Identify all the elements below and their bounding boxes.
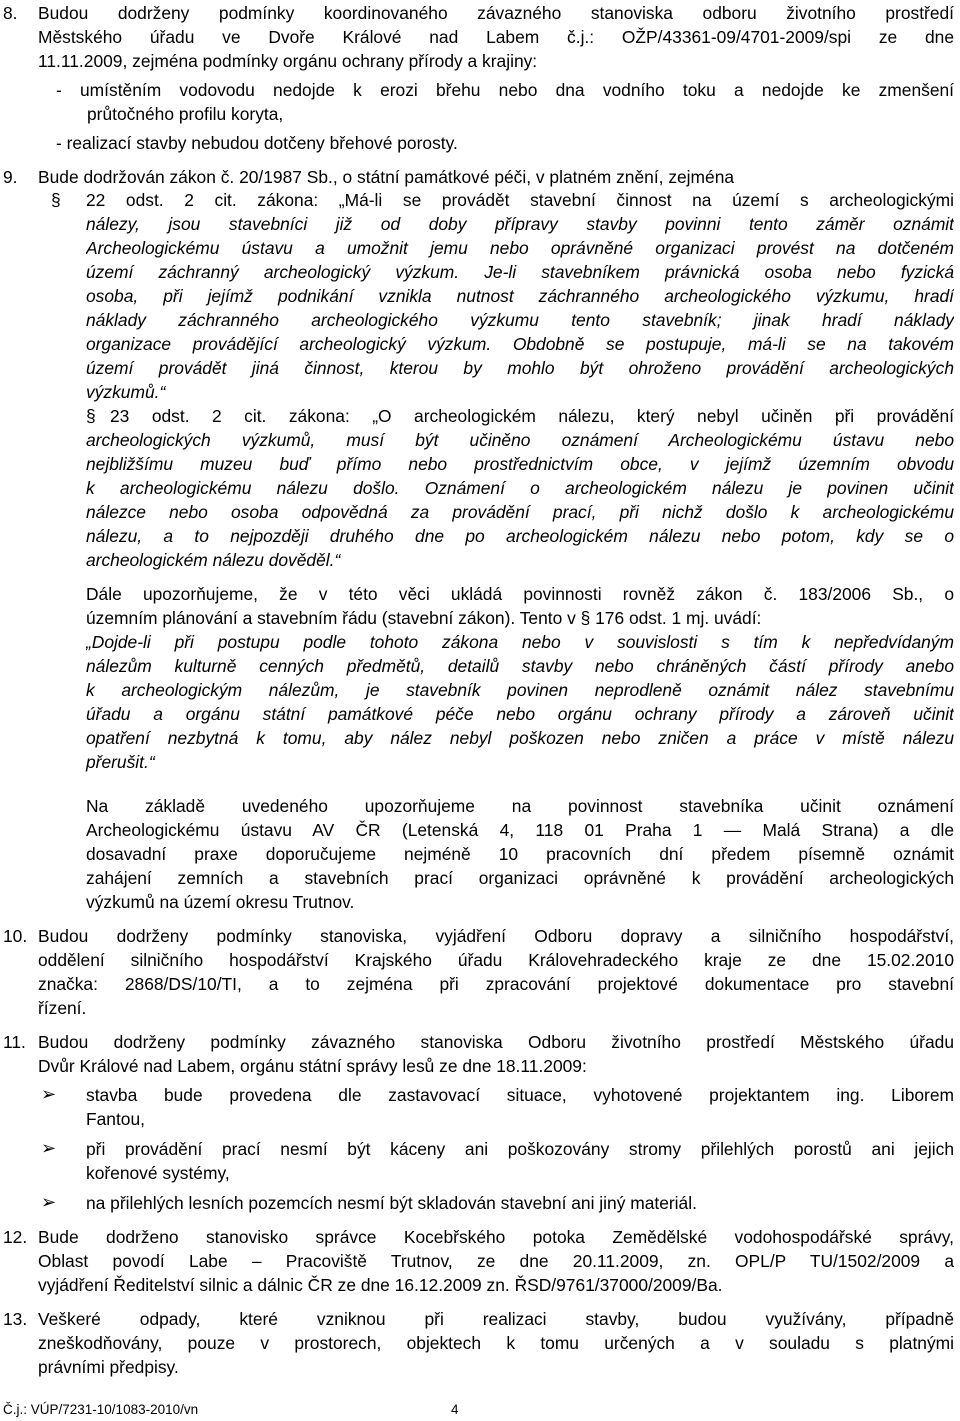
- item-8-line-1: Budou dodrženy podmínky koordinovaného závazného stanoviska odboru životního prostředí: [38, 3, 954, 23]
- item-number: 11.: [3, 1032, 26, 1052]
- bullet-item-line: Fantou,: [86, 1109, 145, 1129]
- quote-line: nálezy, jsou stavebníci již od doby přípravy stavby povinni tento záměr oznámit: [86, 214, 954, 234]
- paragraph-line: územním plánování a stavebním řádu (stavební zákon). Tento v § 176 odst. 1 mj. uvádí:: [86, 608, 762, 628]
- quote-line: přerušit.“: [86, 752, 155, 772]
- quote-line: nálezům kulturně cenných předmětů, detailů stavby nebo chráněných částí přírody anebo: [86, 656, 954, 676]
- item-12-line: Bude dodrženo stanovisko správce Kocebřského potoka Zemědělské vodohospodářské správy,: [38, 1227, 954, 1247]
- item-number: 10.: [3, 926, 28, 946]
- quote-line: opatření nezbytná k tomu, aby nález nebyl poškozen nebo zničen a práce v místě nálezu: [86, 728, 954, 748]
- item-number: 13.: [3, 1309, 28, 1329]
- item-11-line: Budou dodrženy podmínky závazného stanoviska Odboru životního prostředí Městského úřadu: [38, 1032, 954, 1052]
- item-12-line: vyjádření Ředitelství silnic a dálnic ČR ze dne 16.12.2009 zn. ŘSD/9761/37000/2009/Ba.: [38, 1275, 723, 1295]
- item-11-line: Dvůr Králové nad Labem, orgánu státní správy lesů ze dne 18.11.2009:: [38, 1056, 587, 1076]
- quote-line: nálezce nebo osoba odpovědná za provádění prací, při nichž došlo k archeologickému: [86, 502, 954, 522]
- item-10-line: Budou dodrženy podmínky stanoviska, vyjádření Odboru dopravy a silničního hospodářství,: [38, 926, 954, 946]
- page-number: 4: [451, 1402, 459, 1417]
- section-sign: §: [86, 406, 96, 426]
- item-13-line: zneškodňovány, pouze v prostorech, objektech k tomu určených a v souladu s platnými: [38, 1333, 954, 1353]
- item-10-line: řízení.: [38, 998, 87, 1018]
- item-8-dash-1-cont: průtočného profilu koryta,: [87, 104, 284, 124]
- arrow-bullet-icon: ➢: [41, 1138, 57, 1159]
- item-10-line: značka: 2868/DS/10/TI, a to zejména při zpracování projektové dokumentace pro stavební: [38, 974, 954, 994]
- quote-line: náklady záchranného archeologického výzkumu tento stavebník; jinak hradí náklady: [86, 310, 954, 330]
- quote-line: osoba, při jejímž podnikání vznikla nutnost záchranného archeologického výzkumu, hradí: [86, 286, 954, 306]
- quote-line: k archeologickým nálezům, je stavebník povinen neprodleně oznámit nález stavebnímu: [86, 680, 954, 700]
- item-8-dash-2: - realizací stavby nebudou dotčeny břehové porosty.: [56, 133, 458, 153]
- item-9-line-2: 22 odst. 2 cit. zákona: „Má-li se provádět stavební činnost na území s archeologickými: [86, 190, 954, 210]
- quote-line: území záchranný archeologický výzkum. Je-li stavebníkem právnická osoba nebo fyzická: [86, 262, 954, 282]
- item-number: 12.: [3, 1227, 28, 1247]
- item-9-line-1: Bude dodržován zákon č. 20/1987 Sb., o státní památkové péči, v platném znění, zejména: [38, 167, 735, 187]
- arrow-bullet-icon: ➢: [41, 1084, 57, 1105]
- quote-line: Archeologickému ústavu a umožnit jemu nebo oprávněné organizaci provést na dotčeném: [86, 238, 954, 258]
- paragraph-line: Na základě uvedeného upozorňujeme na povinnost stavebníka učinit oznámení: [86, 796, 954, 816]
- paragraph-line: Archeologickému ústavu AV ČR (Letenská 4, 118 01 Praha 1 — Malá Strana) a dle: [86, 820, 954, 840]
- paragraph-line: dosavadní praxe doporučujeme nejméně 10 pracovních dní předem písemně oznámit: [86, 844, 954, 864]
- section-sign: §: [51, 190, 61, 210]
- item-13-line: právními předpisy.: [38, 1357, 179, 1377]
- bullet-item-line: na přilehlých lesních pozemcích nesmí být skladován stavební ani jiný materiál.: [86, 1193, 697, 1213]
- quote-line: úřadu a orgánu státní památkové péče nebo orgánu ochrany přírody a zároveň učinit: [86, 704, 954, 724]
- item-9-line-11: 23 odst. 2 cit. zákona: „O archeologickém nálezu, který nebyl učiněn při provádění: [110, 406, 954, 426]
- quote-line: archeologických výzkumů, musí být učiněno oznámení Archeologickému ústavu nebo: [86, 430, 954, 450]
- item-8-dash-1: - umístěním vodovodu nedojde k erozi břehu nebo dna vodního toku a nedojde ke zmenšení: [56, 80, 954, 100]
- bullet-item-line: stavba bude provedena dle zastavovací situace, vyhotovené projektantem ing. Liborem: [86, 1085, 954, 1105]
- item-number: 9.: [3, 167, 18, 187]
- paragraph-line: Dále upozorňujeme, že v této věci ukládá povinnosti rovněž zákon č. 183/2006 Sb., o: [86, 584, 954, 604]
- quote-line: území provádět jiná činnost, kterou by mohlo být ohroženo provádění archeologických: [86, 358, 954, 378]
- footer-reference: Č.j.: VÚP/7231-10/1083-2010/vn: [3, 1402, 199, 1417]
- quote-line: nejbližšímu muzeu buď přímo nebo prostřednictvím obce, v jejímž územním obvodu: [86, 454, 954, 474]
- paragraph-line: zahájení zemních a stavebních prací organizaci oprávněné k provádění archeologických: [86, 868, 954, 888]
- item-13-line: Veškeré odpady, které vzniknou při realizaci stavby, budou využívány, případně: [38, 1309, 954, 1329]
- item-8-line-3: 11.11.2009, zejména podmínky orgánu ochrany přírody a krajiny:: [38, 51, 538, 71]
- quote-line: organizace provádějící archeologický výzkum. Obdobně se postupuje, má-li se na takovém: [86, 334, 954, 354]
- quote-line: „Dojde-li při postupu podle tohoto zákona nebo v souvislosti s tím k nepředvídaným: [86, 632, 954, 652]
- bullet-item-line: kořenové systémy,: [86, 1163, 230, 1183]
- quote-line: výzkumů.“: [86, 382, 166, 402]
- item-number: 8.: [3, 3, 18, 23]
- arrow-bullet-icon: ➢: [41, 1192, 57, 1213]
- item-12-line: Oblast povodí Labe – Pracoviště Trutnov, ze dne 20.11.2009, zn. OPL/P TU/1502/2009 a: [38, 1251, 954, 1271]
- bullet-item-line: při provádění prací nesmí být káceny ani poškozovány stromy přilehlých porostů ani jejich: [86, 1139, 954, 1159]
- quote-line: k archeologickému nálezu došlo. Oznámení o archeologickém nálezu je povinen učinit: [86, 478, 954, 498]
- quote-line: nálezu, a to nejpozději druhého dne po archeologickém nálezu nebo potom, kdy se o: [86, 526, 954, 546]
- paragraph-line: výzkumů na území okresu Trutnov.: [86, 892, 355, 912]
- item-10-line: oddělení silničního hospodářství Krajského úřadu Královehradeckého kraje ze dne 15.02.2010: [38, 950, 954, 970]
- item-8-line-2: Městského úřadu ve Dvoře Králové nad Labem č.j.: OŽP/43361-09/4701-2009/spi ze dne: [38, 27, 954, 47]
- quote-line: archeologickém nálezu dověděl.“: [86, 550, 341, 570]
